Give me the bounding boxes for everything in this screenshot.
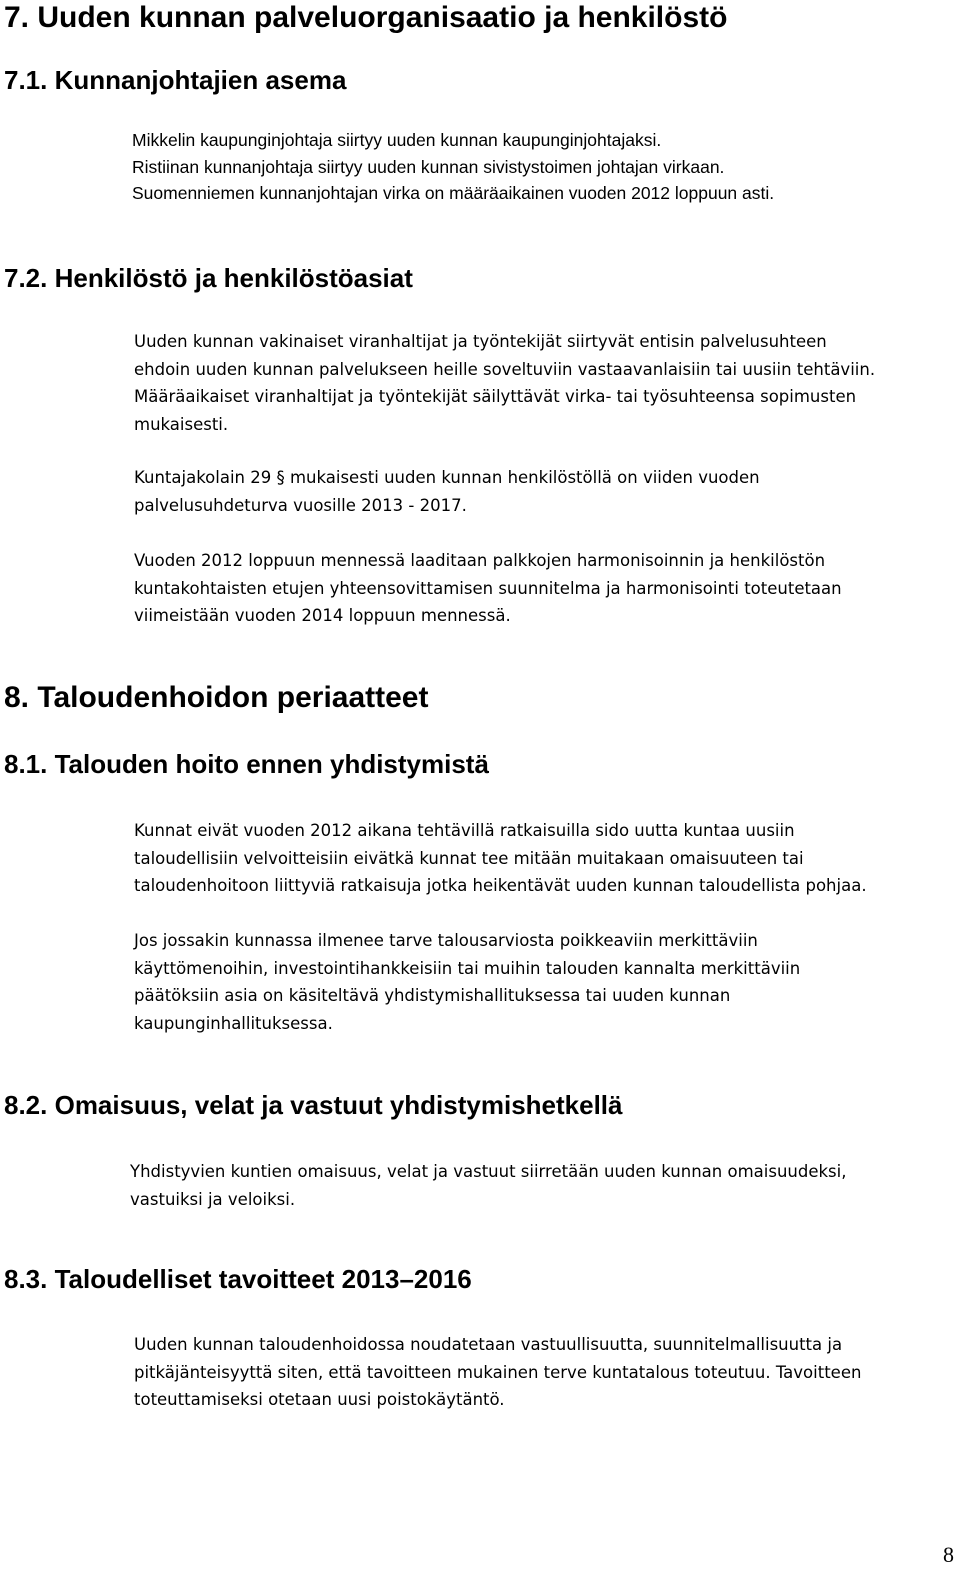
section-8-1-paragraph-2 <box>134 927 800 1037</box>
section-8-3-heading: 8.3. Taloudelliset tavoitteet 2013–2016 <box>4 1264 472 1294</box>
text-line: taloudellisiin velvoitteisiin eivätkä kunnat tee mitään muitakaan omaisuuteen tai <box>134 848 804 868</box>
text-line: ehdoin uuden kunnan palvelukseen heille soveltuviin vastaavanlaisiin tai uusiin tehtäviin. <box>134 359 876 379</box>
section-7-2-paragraph-2 <box>134 464 760 519</box>
text-line: Ristiinan kunnanjohtaja siirtyy uuden kunnan sivistystoimen johtajan virkaan. <box>132 156 725 177</box>
text-line: Uuden kunnan taloudenhoidossa noudatetaan vastuullisuutta, suunnitelmallisuutta ja <box>134 1335 843 1354</box>
section-8-2-heading: 8.2. Omaisuus, velat ja vastuut yhdistymishetkellä <box>4 1090 623 1120</box>
section-8-2-paragraph <box>130 1158 846 1213</box>
text-line: vastuiksi ja veloiksi. <box>130 1189 296 1209</box>
section-7-2-paragraph-3 <box>134 547 842 630</box>
text-line: Jos jossakin kunnassa ilmenee tarve talousarviosta poikkeaviin merkittäviin <box>134 931 758 950</box>
text-line: käyttömenoihin, investointihankkeisiin tai muihin talouden kannalta merkittäviin <box>134 958 801 978</box>
section-8-1-heading: 8.1. Talouden hoito ennen yhdistymistä <box>4 749 489 779</box>
page-number: 8 <box>943 1542 954 1567</box>
section-7-1-heading: 7.1. Kunnanjohtajien asema <box>4 65 347 95</box>
text-line: toteuttamiseksi otetaan uusi poistokäytäntö. <box>134 1390 505 1409</box>
section-7-1-paragraph <box>132 127 774 207</box>
text-line: Yhdistyvien kuntien omaisuus, velat ja vastuut siirretään uuden kunnan omaisuudeksi, <box>130 1162 847 1181</box>
text-line: Uuden kunnan vakinaiset viranhaltijat ja työntekijät siirtyvät entisin palvelusuhteen <box>134 332 827 351</box>
text-line: pitkäjänteisyyttä siten, että tavoitteen mukainen terve kuntatalous toteutuu. Tavoitteen <box>134 1362 862 1382</box>
text-line: Mikkelin kaupunginjohtaja siirtyy uuden kunnan kaupunginjohtajaksi. <box>132 130 662 150</box>
text-line: Määräaikaiset viranhaltijat ja työntekijät säilyttävät virka- tai työsuhteensa sopimusten <box>134 387 857 406</box>
section-7-2-heading: 7.2. Henkilöstö ja henkilöstöasiat <box>4 263 413 293</box>
text-line: Suomenniemen kunnanjohtajan virka on määräaikainen vuoden 2012 loppuun asti. <box>132 183 775 203</box>
text-line: viimeistään vuoden 2014 loppuun mennessä. <box>134 606 511 625</box>
text-line: palvelusuhdeturva vuosille 2013 - 2017. <box>134 495 467 515</box>
text-line: Kunnat eivät vuoden 2012 aikana tehtävillä ratkaisuilla sido uutta kuntaa uusiin <box>134 821 795 840</box>
section-8-1-paragraph-1 <box>134 817 867 900</box>
text-line: kuntakohtaisten etujen yhteensovittamisen suunnitelma ja harmonisointi toteutetaan <box>134 578 842 598</box>
text-line: Vuoden 2012 loppuun mennessä laaditaan palkkojen harmonisoinnin ja henkilöstön <box>134 551 826 570</box>
text-line: Kuntajakolain 29 § mukaisesti uuden kunnan henkilöstöllä on viiden vuoden <box>134 468 760 487</box>
text-line: kaupunginhallituksessa. <box>134 1013 333 1033</box>
section-7-2-paragraph-1 <box>134 328 875 438</box>
text-line: päätöksiin asia on käsiteltävä yhdistymishallituksessa tai uuden kunnan <box>134 986 731 1005</box>
section-8-3-paragraph <box>134 1331 861 1414</box>
section-8-heading: 8. Taloudenhoidon periaatteet <box>4 681 429 714</box>
text-line: taloudenhoitoon liittyviä ratkaisuja jotka heikentävät uuden kunnan taloudellista pohjaa. <box>134 876 867 895</box>
section-7-heading: 7. Uuden kunnan palveluorganisaatio ja henkilöstö <box>4 1 728 34</box>
text-line: mukaisesti. <box>134 414 229 434</box>
